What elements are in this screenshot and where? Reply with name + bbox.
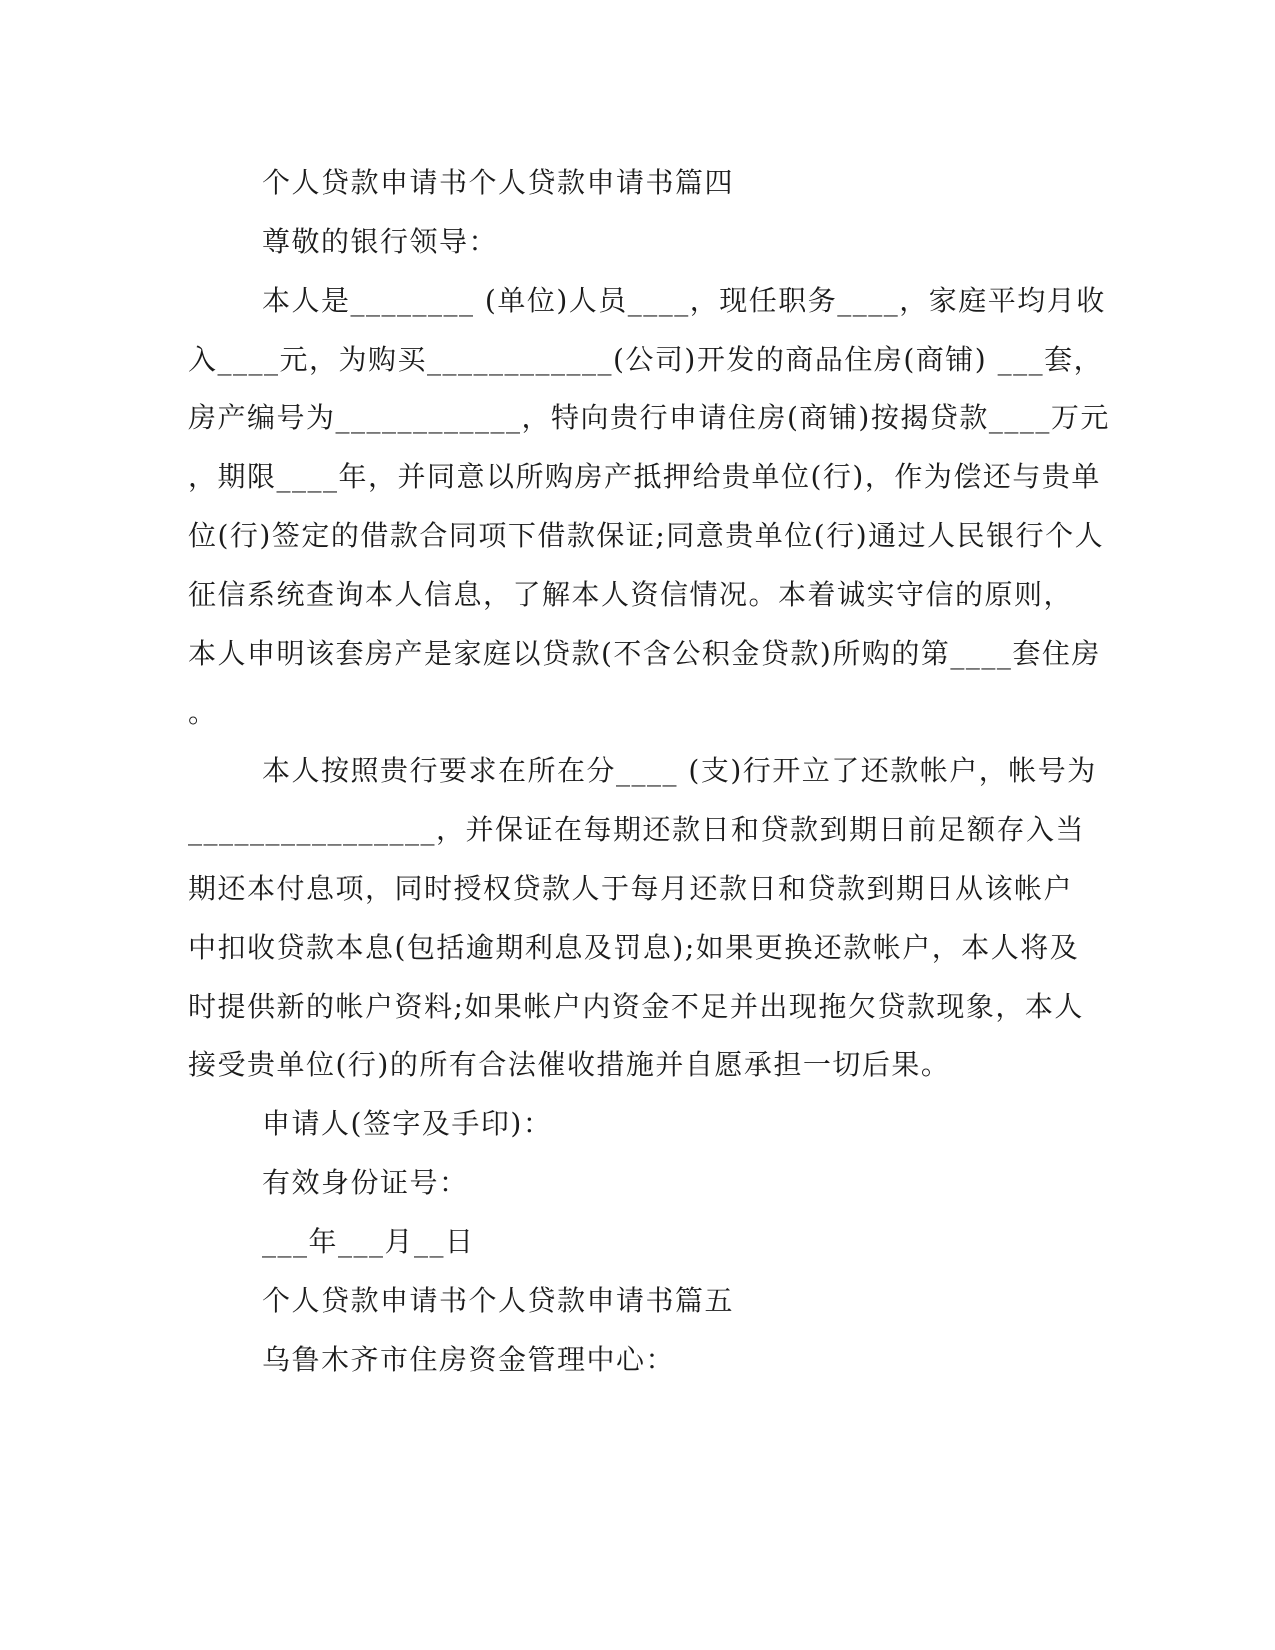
date-line: ___年___月__日	[262, 1225, 475, 1258]
paragraph-line: 本人申明该套房产是家庭以贷款(不含公积金贷款)所购的第____套住房	[188, 637, 1101, 670]
section-heading-4: 个人贷款申请书个人贷款申请书篇四	[262, 166, 735, 199]
paragraph-line: 中扣收贷款本息(包括逾期利息及罚息);如果更换还款帐户，本人将及	[188, 931, 1080, 964]
paragraph-line: 。	[188, 696, 218, 729]
salutation: 尊敬的银行领导：	[262, 225, 499, 258]
id-number-label: 有效身份证号：	[262, 1166, 469, 1199]
paragraph-line: 本人按照贵行要求在所在分____ (支)行开立了还款帐户，帐号为	[262, 754, 1097, 787]
paragraph-line: ________________，并保证在每期还款日和贷款到期日前足额存入当	[188, 813, 1086, 846]
applicant-signature-label: 申请人(签字及手印)：	[262, 1107, 553, 1140]
section-heading-5: 个人贷款申请书个人贷款申请书篇五	[262, 1284, 735, 1317]
paragraph-line: 位(行)签定的借款合同项下借款保证;同意贵单位(行)通过人民银行个人	[188, 519, 1105, 552]
paragraph-line: 房产编号为____________，特向贵行申请住房(商铺)按揭贷款____万元	[188, 401, 1110, 434]
paragraph-line: ，期限____年，并同意以所购房产抵押给贵单位(行)，作为偿还与贵单	[188, 460, 1101, 493]
paragraph-line: 本人是________ (单位)人员____，现任职务____，家庭平均月收	[262, 284, 1106, 317]
paragraph-line: 接受贵单位(行)的所有合法催收措施并自愿承担一切后果。	[188, 1048, 951, 1081]
paragraph-line: 时提供新的帐户资料;如果帐户内资金不足并出现拖欠贷款现象，本人	[188, 990, 1084, 1023]
salutation-2: 乌鲁木齐市住房资金管理中心：	[262, 1343, 676, 1376]
paragraph-line: 入____元，为购买____________(公司)开发的商品住房(商铺) ___套，	[188, 343, 1104, 376]
paragraph-line: 征信系统查询本人信息，了解本人资信情况。本着诚实守信的原则，	[188, 578, 1074, 611]
paragraph-line: 期还本付息项，同时授权贷款人于每月还款日和贷款到期日从该帐户	[188, 872, 1074, 905]
